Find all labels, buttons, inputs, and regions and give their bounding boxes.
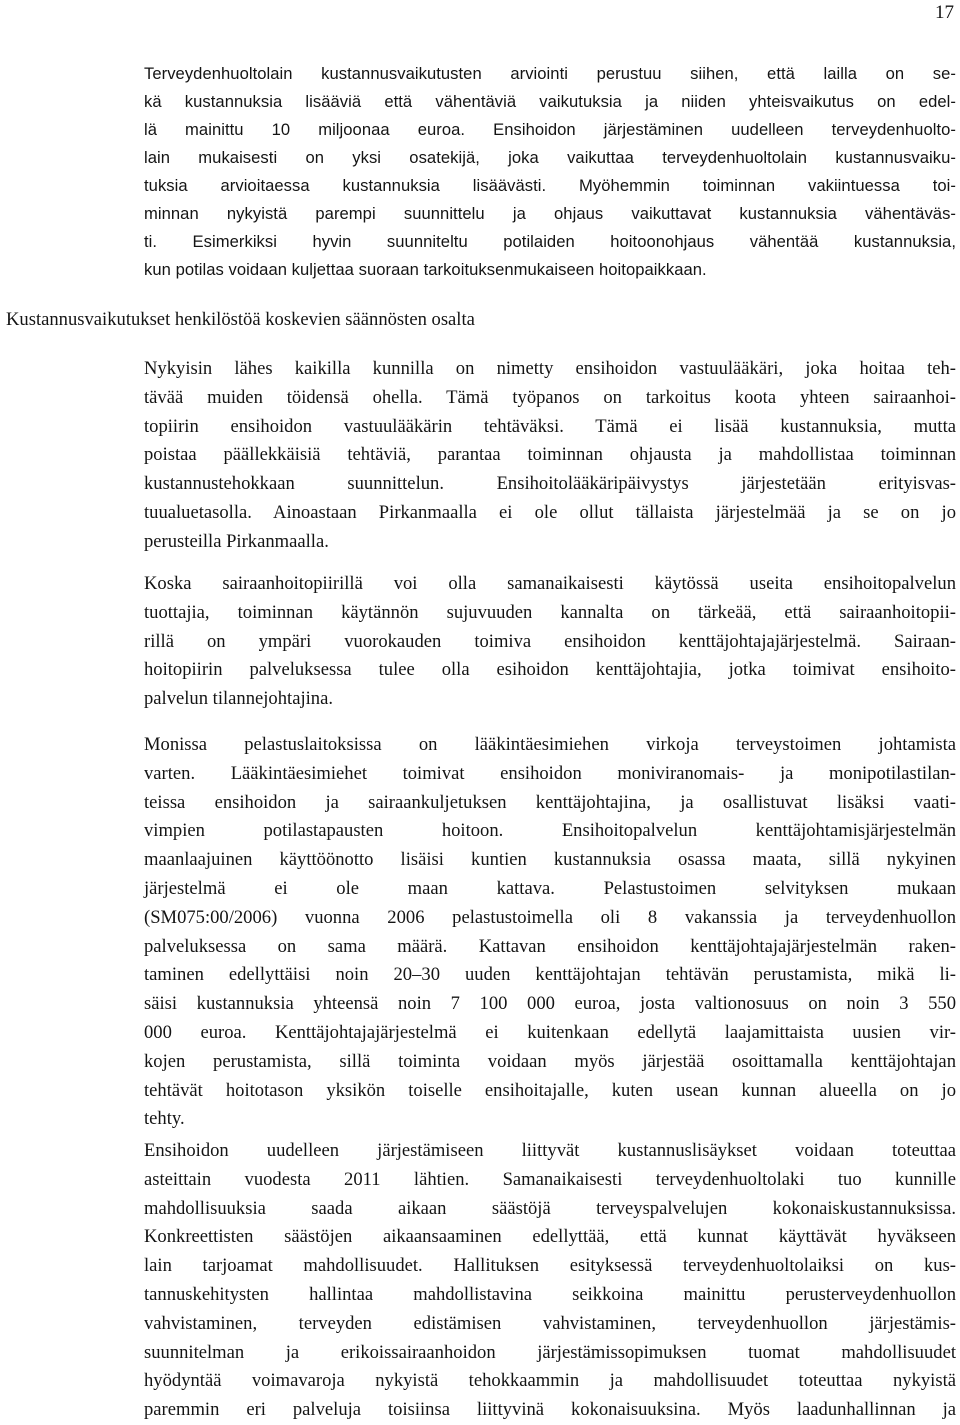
text-line: minnan nykyistä parempi suunnittelu ja ohjaus vaikuttavat kustannuksia vähentäväs- — [144, 204, 956, 223]
text-line: tuottajia, toiminnan käytännön sujuvuuden kannalta on tärkeää, että sairaanhoitopii- — [144, 601, 956, 623]
text-line: vahvistaminen, terveyden edistämisen vahvistaminen, terveydenhuollon järjestämis- — [144, 1312, 956, 1334]
text-line: tävää muiden töidensä ohella. Tämä työpanos on tarkoitus koota yhteen sairaanhoi- — [144, 386, 956, 408]
paragraph-medical-director — [144, 355, 956, 557]
text-line: (SM075:00/2006) vuonna 2006 pelastustoimella oli 8 vakanssia ja terveydenhuollon — [144, 906, 956, 928]
text-line: lain mukaisesti on yksi osatekijä, joka vaikuttaa terveydenhuoltolain kustannusvaiku- — [144, 148, 956, 167]
text-line: poistaa päällekkäisiä tehtäviä, parantaa toiminnan ohjausta ja mahdollistaa toiminnan — [144, 444, 956, 466]
text-line: 000 euroa. Kenttäjohtajajärjestelmä ei kuitenkaan edellytä laajamittaista uusien vir- — [144, 1021, 956, 1043]
text-line: Konkreettisten säästöjen aikaansaaminen edellyttää, että kunnat käyttävät hyväkseen — [144, 1226, 956, 1248]
text-line: paremmin eri palveluja toisiinsa liittyvinä kokonaisuuksina. Myös laadunhallinnan ja — [144, 1399, 956, 1421]
text-line: Terveydenhuoltolain kustannusvaikutusten arviointi perustuu siihen, että lailla on se- — [144, 64, 956, 83]
text-line: rillä on ympäri vuorokauden toimiva ensihoidon kenttäjohtajajärjestelmä. Sairaan- — [144, 630, 956, 652]
text-line: kojen perustamista, sillä toiminta voidaan myös järjestää osoittamalla kenttäjohtajan — [144, 1050, 956, 1072]
paragraph-rescue-services — [144, 731, 956, 1134]
text-line: Koska sairaanhoitopiirillä voi olla samanaikaisesti käytössä useita ensihoitopalvelun — [144, 573, 956, 594]
text-line: teissa ensihoidon ja sairaankuljetuksen kenttäjohtajina, ja osallistuvat lisäksi vaati- — [144, 791, 956, 813]
text-line: säisi kustannuksia yhteensä noin 7 100 000 euroa, josta valtionosuus on noin 3 550 — [144, 993, 956, 1015]
paragraph-cost-increases — [144, 1137, 956, 1425]
text-line: tehtävät hoitotason yksikön toiselle ensihoitajalle, kuten usean kunnan alueella on jo — [144, 1079, 956, 1101]
text-line: lain tarjoamat mahdollisuudet. Hallituksen esityksessä terveydenhuoltolaiksi on kus- — [144, 1255, 956, 1277]
text-line: taminen edellyttäisi noin 20–30 uuden kenttäjohtajan tehtävän perustamista, mikä li- — [144, 964, 956, 986]
text-line: palvelun tilannejohtajina. — [144, 688, 333, 710]
text-line: järjestelmä ei ole maan kattava. Pelastustoimen selvityksen mukaan — [144, 877, 956, 899]
text-line: Ensihoidon uudelleen järjestämiseen liittyvät kustannuslisäykset voidaan toteuttaa — [144, 1140, 956, 1161]
text-line: mahdollisuuksia saada aikaan säästöjä terveyspalvelujen kokonaiskustannuksissa. — [144, 1197, 956, 1219]
text-line: varten. Lääkintäesimiehet toimivat ensihoidon moniviranomais- ja monipotilastilan- — [144, 762, 956, 784]
text-line: Monissa pelastuslaitoksissa on lääkintäesimiehen virkoja terveystoimen johtamista — [144, 734, 956, 755]
paragraph-cost-assessment — [144, 60, 956, 284]
text-line: palveluksessa on sama määrä. Kattavan ensihoidon kenttäjohtajajärjestelmän raken- — [144, 935, 956, 957]
text-line: Nykyisin lähes kaikilla kunnilla on nimetty ensihoidon vastuulääkäri, joka hoitaa teh- — [144, 358, 956, 379]
page-number: 17 — [935, 2, 954, 23]
text-line: kä kustannuksia lisääviä että vähentäviä vaikutuksia ja niiden yhteisvaikutus on edel- — [144, 92, 956, 111]
text-line: hyödyntää voimavaroja nykyistä tehokkaammin ja mahdollisuudet toteuttaa nykyistä — [144, 1370, 956, 1392]
text-line: hoitopiirin palveluksessa tulee olla esihoidon kenttäjohtajia, jotka toimivat ensihoito- — [144, 659, 956, 681]
section-heading: Kustannusvaikutukset henkilöstöä koskevien säännösten osalta — [6, 309, 475, 330]
text-line: vimpien potilastapausten hoitoon. Ensihoitopalvelun kenttäjohtamisjärjestelmän — [144, 820, 956, 842]
paragraph-field-command — [144, 570, 956, 714]
text-line: tuksia arvioitaessa kustannuksia lisäävästi. Myöhemmin toiminnan vakiintuessa toi- — [144, 176, 956, 195]
text-line: topiirin ensihoidon vastuulääkärin tehtäväksi. Tämä ei lisää kustannuksia, mutta — [144, 415, 956, 437]
text-line: ti. Esimerkiksi hyvin suunniteltu potilaiden hoitoonohjaus vähentää kustannuksia, — [144, 232, 956, 251]
text-line: kustannustehokkaan suunnittelun. Ensihoitolääkäripäivystys järjestetään erityisvas- — [144, 473, 956, 495]
text-line: tannuskehitysten hallintaa mahdollistavina seikkoina mainittu perusterveydenhuollon — [144, 1283, 956, 1305]
text-line: perusteilla Pirkanmaalla. — [144, 530, 329, 552]
text-line: tuualuetasolla. Ainoastaan Pirkanmaalla ei ole ollut tällaista järjestelmää ja se on jo — [144, 501, 956, 523]
text-line: maanlaajuinen käyttöönotto lisäisi kuntien kustannuksia osassa maata, sillä nykyinen — [144, 849, 956, 871]
text-line: kun potilas voidaan kuljettaa suoraan tarkoituksenmukaiseen hoitopaikkaan. — [144, 260, 707, 279]
text-line: suunnitelman ja erikoissairaanhoidon järjestämissopimuksen tuomat mahdollisuudet — [144, 1341, 956, 1363]
text-line: tehty. — [144, 1108, 185, 1130]
text-line: lä mainittu 10 miljoonaa euroa. Ensihoidon järjestäminen uudelleen terveydenhuolto- — [144, 120, 956, 139]
text-line: asteittain vuodesta 2011 lähtien. Samanaikaisesti terveydenhuoltolaki tuo kunnille — [144, 1168, 956, 1190]
